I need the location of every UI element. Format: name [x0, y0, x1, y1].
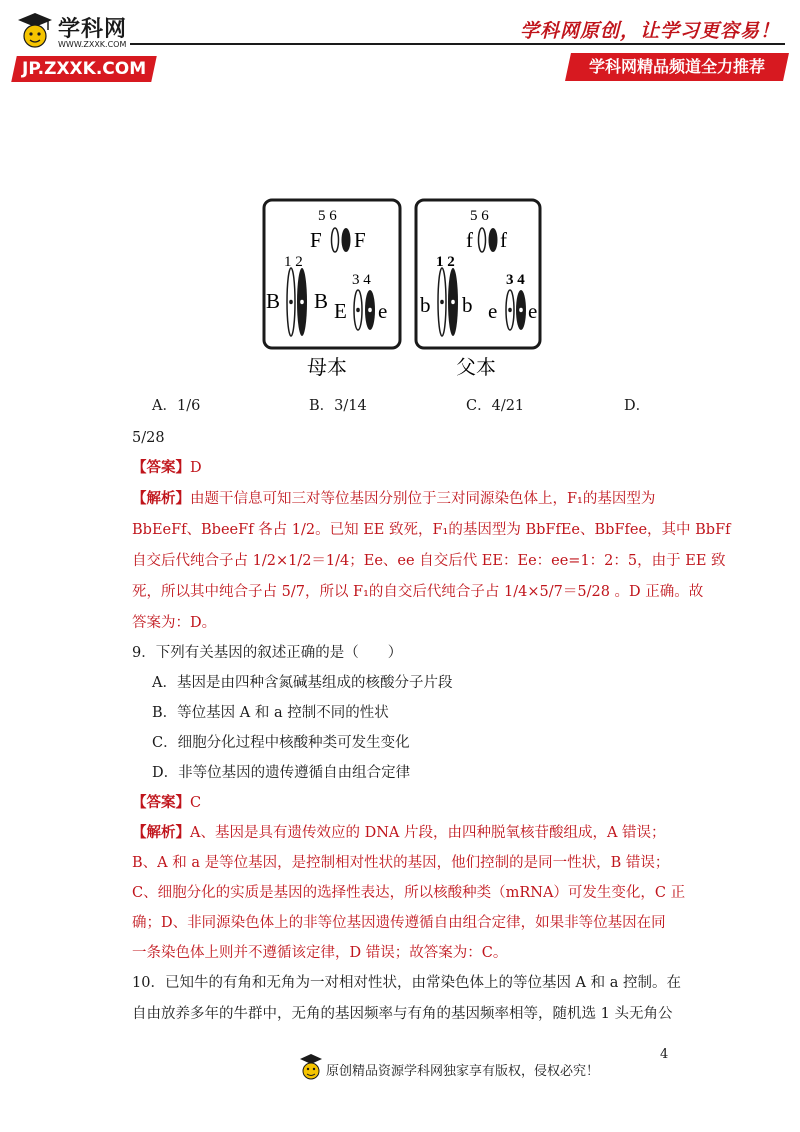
analysis-text: 由题干信息可知三对等位基因分别位于三对同源染色体上，F₁的基因型为 [190, 491, 656, 507]
father-allele-b-right: b [462, 293, 473, 317]
mother-num-56: 5 6 [318, 208, 337, 224]
mother-chromosome-6 [342, 228, 351, 252]
mother-chromosome-5 [332, 228, 339, 252]
q10-line-1: 10．已知牛的有角和无角为一对相对性状，由常染色体上的等位基因 A 和 a 控制。在 [132, 975, 682, 991]
q8-option-b: B．3/14 [309, 398, 367, 414]
analysis-text: A、基因是具有遗传效应的 DNA 片段，由四种脱氧核苷酸组成，A 错误； [190, 825, 666, 841]
mascot-icon [14, 10, 56, 54]
answer-label: 【答案】 [132, 794, 190, 811]
father-allele-e-left: e [488, 299, 498, 323]
father-num-34: 3 4 [506, 272, 525, 288]
chromosome-figure [262, 198, 542, 380]
answer-value: D [190, 460, 202, 476]
father-allele-f-right: f [500, 228, 507, 252]
q8-option-d: D． [624, 398, 651, 414]
mother-num-12: 1 2 [284, 254, 303, 270]
q8-analysis-line-1 [132, 489, 655, 509]
header-slogan: 学科网原创，让学习更容易！ [519, 20, 780, 42]
analysis-label: 【解析】 [132, 824, 190, 841]
q8-analysis-line-3: 自交后代纯合子占 1/2×1/2＝1/4；Ee、ee 自交后代 EE：Ee：ee=1：2：5，由于 EE 致 [132, 553, 726, 569]
recommend-badge-label: 学科网精品频道全力推荐 [588, 57, 765, 76]
father-num-12: 1 2 [436, 254, 455, 270]
jp-badge-label: JP.ZXXK.COM [21, 59, 147, 79]
footer-copyright: 原创精品资源学科网独家享有版权，侵权必究！ [326, 1064, 600, 1079]
recommend-badge[interactable] [565, 53, 789, 81]
analysis-label: 【解析】 [132, 490, 190, 507]
answer-label: 【答案】 [132, 459, 190, 476]
mother-allele-F-right: F [354, 228, 366, 252]
q9-stem: 9．下列有关基因的叙述正确的是（ ） [132, 645, 403, 661]
q9-analysis-line-1 [132, 823, 666, 843]
mother-allele-B-left: B [266, 289, 281, 313]
mother-allele-F-left: F [310, 228, 322, 252]
father-allele-b-left: b [420, 293, 431, 317]
q8-option-a: A．1/6 [152, 398, 201, 414]
q10-line-2: 自由放养多年的牛群中，无角的基因频率与有角的基因频率相等，随机选 1 头无角公 [132, 1006, 673, 1022]
q9-analysis-line-2: B、A 和 a 是等位基因，是控制相对性状的基因，他们控制的是同一性状，B 错误； [132, 855, 670, 871]
q8-analysis-line-4: 死，所以其中纯合子占 5/7，所以 F₁的自交后代纯合子占 1/4×5/7＝5/28 。D 正确。故 [132, 584, 704, 600]
q8-analysis-line-5: 答案为：D。 [132, 615, 217, 631]
q8-option-c: C．4/21 [466, 398, 525, 414]
mother-allele-B-right: B [314, 289, 329, 313]
q9-option-d: D．非等位基因的遗传遵循自由组合定律 [152, 765, 411, 781]
q9-analysis-line-5: 一条染色体上则并不遵循该定律，D 错误；故答案为：C。 [132, 945, 508, 961]
father-num-56: 5 6 [470, 208, 489, 224]
mother-allele-e-right: e [378, 299, 388, 323]
q9-answer [132, 793, 201, 813]
answer-value: C [190, 795, 202, 811]
logo-text: 学科网 [58, 17, 128, 42]
zxxk-logo[interactable] [14, 10, 154, 56]
jp-zxxk-badge[interactable] [11, 56, 157, 82]
q8-option-d-value: 5/28 [132, 430, 165, 446]
father-allele-e-right: e [528, 299, 538, 323]
q9-option-b: B．等位基因 A 和 a 控制不同的性状 [152, 705, 389, 721]
header-divider [130, 43, 785, 45]
q8-analysis-line-2: BbEeFf、BbeeFf 各占 1/2。已知 EE 致死，F₁的基因型为 BbFfEe、BbFfee，其中 BbFf [132, 522, 731, 538]
mascot-icon [298, 1052, 324, 1082]
q9-option-c: C．细胞分化过程中核酸种类可发生变化 [152, 735, 410, 751]
mother-label: 母本 [307, 355, 347, 379]
father-allele-f-left: f [466, 228, 473, 252]
mother-allele-E-left: E [334, 299, 347, 323]
q9-analysis-line-4: 确；D、非同源染色体上的非等位基因遗传遵循自由组合定律，如果非等位基因在同 [132, 915, 666, 931]
page-number: 4 [660, 1047, 669, 1062]
logo-url: WWW.ZXXK.COM [58, 40, 127, 49]
father-label: 父本 [456, 355, 496, 379]
q8-answer [132, 458, 202, 478]
q9-option-a: A．基因是由四种含氮碱基组成的核酸分子片段 [152, 675, 453, 691]
q9-analysis-line-3: C、细胞分化的实质是基因的选择性表达，所以核酸种类（mRNA）可发生变化，C 正 [132, 885, 686, 901]
page-header [0, 0, 800, 90]
father-chromosome-5 [479, 228, 486, 252]
mother-num-34: 3 4 [352, 272, 371, 288]
father-chromosome-6 [489, 228, 498, 252]
